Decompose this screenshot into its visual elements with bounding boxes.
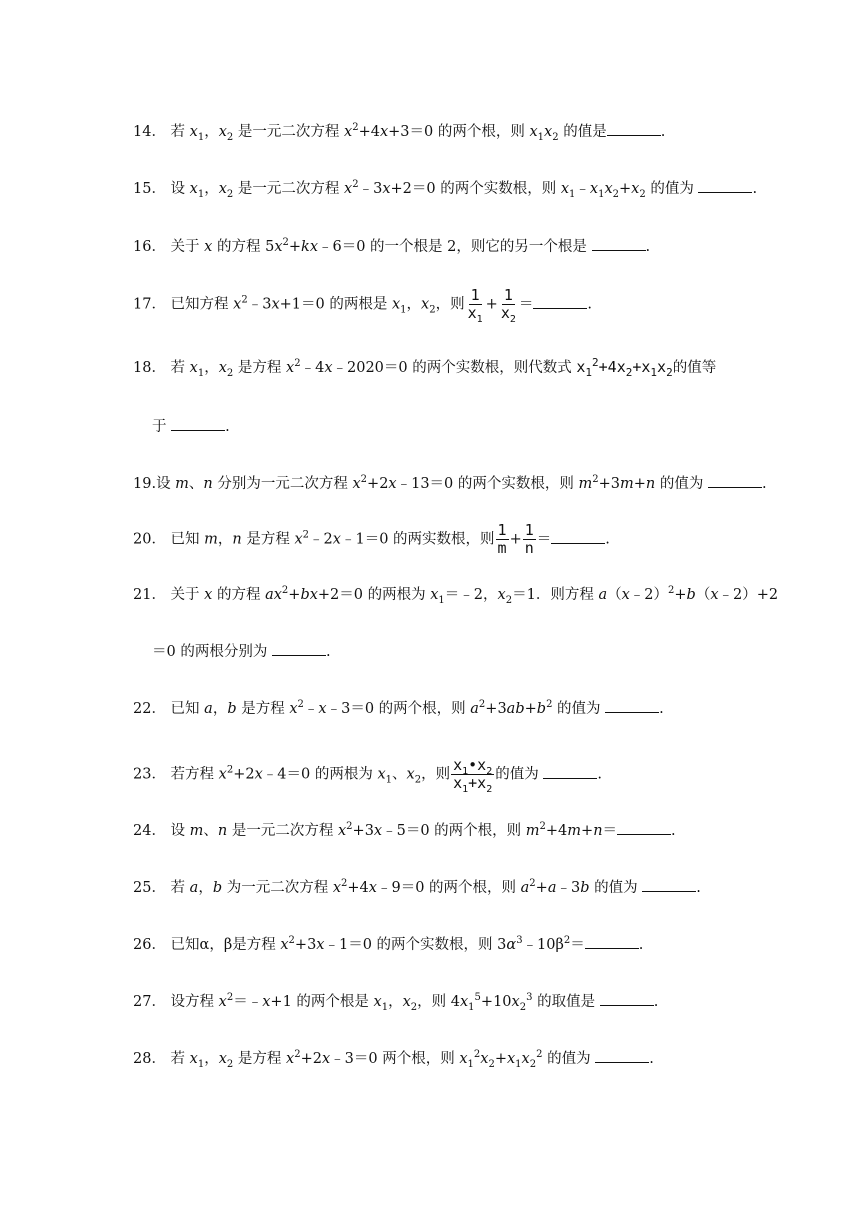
problem-14: 14． 若 $x_1$，$x_2$ 是一元二次方程 $x^2+4x+3=0$ 的两个根，则 $x_1x_2$ 的值是 .: [133, 122, 666, 143]
answer-blank: [605, 698, 659, 713]
fraction: $\frac{1}{x_1}$: [467, 286, 483, 325]
problem-number: 14．: [133, 124, 166, 140]
fraction: $\frac{1}{x_2}$: [500, 286, 516, 325]
answer-blank: [272, 641, 326, 656]
problem-16: 16． 关于 x 的方程 $5x^2+kx﹣6=0$ 的一个根是 2，则它的另一个根是 .: [133, 237, 651, 255]
problem-number: 20．: [133, 531, 166, 548]
problem-number: 25．: [133, 880, 166, 896]
fraction: $\frac{x_1•x_2}{x_1+x_2}$: [453, 756, 493, 795]
answer-blank: [595, 1048, 649, 1063]
answer-blank: [171, 416, 225, 431]
problem-18: 18． 若 $x_1$，$x_2$ 是方程 $x^2﹣4x﹣2020=0$ 的两个实数根，则代数式 $x_1^2+4x_2+x_1x_2$的值等: [133, 356, 717, 379]
answer-blank: [551, 529, 605, 544]
answer-blank: [617, 820, 671, 835]
problem-19: 19.设 m、n 分别为一元二次方程 $x^2+2x﹣13=0$ 的两个实数根，则 $m^2+3m+n$ 的值为 .: [133, 474, 767, 492]
answer-blank: [592, 236, 646, 251]
problem-25: 25． 若 a，b 为一元二次方程 $x^2+4x﹣9=0$ 的两个根，则 $a^2+a﹣3b$ 的值为 .: [133, 878, 701, 896]
problem-number: 16．: [133, 239, 166, 255]
problem-number: 19.: [133, 476, 157, 492]
problem-21: 21． 关于 x 的方程 $ax^2+bx+2=0$ 的两根为 $x_1=﹣2$，$x_2=1$．则方程 a（x﹣2）$^2$+b（x﹣2）+2: [133, 585, 779, 606]
problem-28: 28． 若 $x_1$，$x_2$ 是方程 $x^2+2x﹣3=0$ 两个根，则 $x_1^2x_2+x_1x_2^2$ 的值为 .: [133, 1049, 654, 1070]
problem-20: 20． 已知 m，n 是方程 $x^2﹣2x﹣1=0$ 的两实数根，则 $\frac{1}{m}$ + $\frac{1}{n}$ ＝ .: [133, 521, 610, 557]
problem-22: 22． 已知 a，b 是方程 $x^2﹣x﹣3=0$ 的两个根，则 $a^2+3ab+b^2$ 的值为 .: [133, 699, 664, 717]
problem-17: 17． 已知方程 $x^2﹣3x+1=0$ 的两根是 $x_1$，$x_2$，则 $\frac{1}{x_1}$ + $\frac{1}{x_2}$ ＝ .: [133, 286, 592, 325]
problem-23: 23． 若方程 $x^2+2x﹣4=0$ 的两根为 $x_1$、$x_2$，则 $\frac{x_1•x_2}{x_1+x_2}$ 的值为 .: [133, 756, 602, 795]
answer-blank: [585, 934, 639, 949]
expression: $x_1^2+4x_2+x_1x_2$: [576, 356, 673, 379]
problem-number: 23．: [133, 766, 166, 783]
answer-blank: [708, 473, 762, 488]
problem-number: 24．: [133, 823, 166, 839]
problem-number: 18．: [133, 360, 166, 376]
problem-21-continued: ＝0 的两根分别为 .: [152, 641, 331, 662]
problem-number: 27．: [133, 994, 166, 1010]
answer-blank: [543, 764, 597, 779]
problem-15: 15． 设 $x_1$，$x_2$ 是一元二次方程 $x^2﹣3x+2=0$ 的两个实数根，则 $x_1﹣x_1x_2+x_2$ 的值为 .: [133, 179, 758, 200]
answer-blank: [533, 294, 587, 309]
problem-18-continued: 于 .: [152, 416, 230, 437]
answer-blank: [600, 991, 654, 1006]
fraction: $\frac{1}{m}$: [497, 521, 507, 557]
problem-number: 22．: [133, 701, 166, 717]
answer-blank: [698, 178, 752, 193]
problem-24: 24． 设 m、n 是一元二次方程 $x^2+3x﹣5=0$ 的两个根，则 $m^2+4m+n=$ .: [133, 821, 676, 839]
problem-number: 28．: [133, 1051, 166, 1067]
answer-blank: [607, 121, 661, 136]
problem-27: 27． 设方程 $x^2=﹣x+1$ 的两个根是 $x_1$，$x_2$，则 $4x_1^5+10x_2^3$ 的取值是 .: [133, 992, 659, 1013]
problem-number: 21．: [133, 587, 166, 603]
answer-blank: [642, 877, 696, 892]
problem-number: 26．: [133, 937, 166, 953]
problem-number: 15．: [133, 181, 166, 197]
fraction: $\frac{1}{n}$: [524, 521, 534, 557]
problem-26: 26． 已知α，β是方程 $x^2+3x﹣1=0$ 的两个实数根，则 $3\alpha^3﹣10\beta^2=$ .: [133, 935, 644, 953]
problem-number: 17．: [133, 296, 166, 313]
